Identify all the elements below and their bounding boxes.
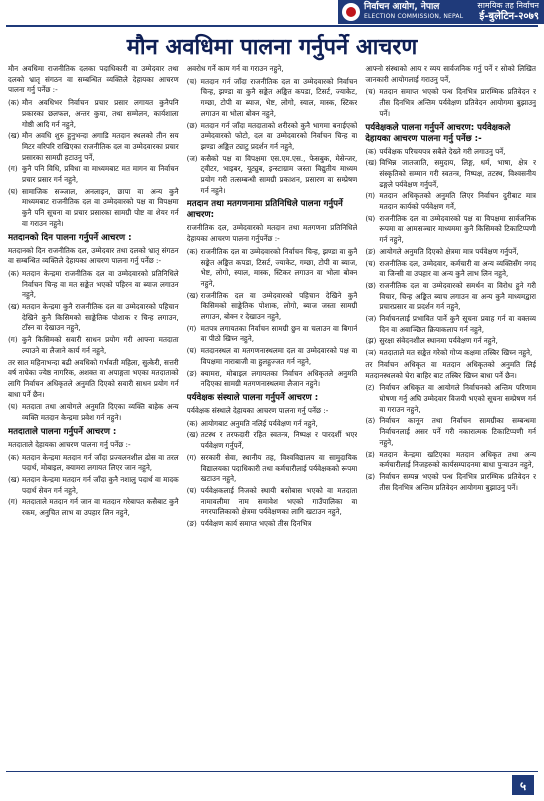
column-1 [8,64,179,764]
list-item-text: मतदान केन्द्रमा राजनीतिक दल वा उम्मेदवारको प्रतिनिधिले निर्वाचन चिन्ह वा मत सङ्केत भएको पहिरन वा ब्याज लगाउन नहुने, [22,268,179,300]
list-marker: (ख) [8,131,20,141]
list-marker: (ढ) [365,471,375,481]
page-title: मौन अवधिमा पालना गर्नुपर्ने आचरण [126,35,418,60]
list-item [187,430,358,451]
footer-divider [6,771,538,772]
bulletin-label [477,0,539,22]
brand-text [364,2,463,22]
list-marker: (ङ) [365,246,376,256]
list-item-text: मतदान केन्द्रमा मतदान गर्न जाँदा कुनै नशालु पदार्थ वा मादक पदार्थ सेवन गर्न नहुने, [22,474,179,495]
article-columns [8,64,536,764]
list-item [8,302,179,334]
list-marker: (क) [186,246,198,256]
list-item-text: राजनीतिक दल वा उम्मेदवारको पक्ष वा विपक्षमा सार्वजनिक रूपमा वा आमसञ्चार माध्यममा कुनै किसिमको टिकाटिप्पणी गर्न नहुने, [379,213,537,245]
list-marker: (ग) [365,191,375,201]
list-item-text: राजनीतिक दल वा उम्मेदवारको समर्थन वा विरोध हुने गरी विचार, चिन्ह अङ्कित ब्याच लगाउन वा अन्य कुनै माध्यमद्वारा प्रचारप्रसार वा प्रदर्शन गर्न नहुने, [379,280,537,312]
list-item [365,259,536,280]
list-item-text: मतदाताले मत सङ्केत गरेको गोप्य कक्षमा तस्बिर खिच्न नहुने, [379,348,533,358]
list-item-text: मौन अवधि शुरु हुनुभन्दा अगाडि मतदान स्थलको तीन सय मिटर वरिपरि राखिएका राजनीतिक दल वा उम्मेदवारका प्रचार प्रसारका सामग्री हटाउनु पर्ने, [22,131,179,162]
list-item [187,77,358,120]
section-heading: मतदाताले पालना गर्नुपर्ने आचरण : [8,426,117,437]
list-marker: (ङ) [186,519,197,529]
paragraph: मौन अवधिमा राजनीतिक दलका पदाधिकारी वा उम्मेदवार तथा दलको भ्रातृ संगठन वा सम्बन्धित व्यक्तिले देहायका आचरण पालना गर्नु पर्नेछ :- [8,64,179,95]
list-marker: (ख) [186,430,199,440]
list-item-text: पर्यवेक्षण कार्य समाप्त भएको तीस दिनभित्र [200,519,312,529]
section-heading: पर्यवेक्षकले पालना गर्नुपर्ने आचरण: पर्यवेक्षकले देहायका आचरण पालना गर्नु पर्नेछ :- [365,122,511,144]
list-item-text: कुनै पनि विधि, प्रविधा वा माध्यमबाट मत मागन वा निर्वाचन प्रचार प्रसार गर्न नहुने, [22,164,179,185]
list-marker: (घ) [8,402,18,412]
list-marker: (ख) [8,474,20,484]
list-item [365,416,536,448]
list-item [365,450,536,471]
list-marker: (ञ) [365,348,377,358]
bulletin-title: ई-बुलेटिन-२०७९ [479,11,539,22]
list-item-text: निर्वाचन अधिकृत वा आयोगले निर्वाचनको अन्तिम परिणाम घोषणा गर्नु अघि उम्मेदवार विजयी भएको सूचना सम्प्रेषण गर्न वा गराउन नहुने, [379,383,537,414]
list-marker: (ड) [365,449,375,459]
list-marker: (ग) [186,323,197,333]
list-item [365,336,536,347]
paragraph: तर निर्वाचन अधिकृत वा मतदान अधिकृतको अनुमति लिई मतदानस्थलको घेरा बाहिर बाट तस्बिर खिच्न बाधा पर्ने छैन। [365,359,537,380]
list-item [187,247,358,290]
list-item-text: क्यामरा, मोबाइल लगायतका निर्वाचन अधिकृतले अनुमति नदिएका सामग्री मतगणनास्थलमा लैजान नहुने। [200,368,358,389]
page-number: ५ [512,775,534,795]
list-marker: (ट) [365,383,375,393]
paragraph: राजनीतिक दल, उम्मेदवारको मतदान तथा मतगणना प्रतिनिधिले देहायका आचरण पालना गर्नुपर्नेछ :- [186,223,358,244]
list-item [365,87,536,119]
list-item-text: मतदान केन्द्रमा मतदान गर्न जाँदा प्रज्वलनशील ढोस वा तरल पदार्थ, मोबाइल, क्यामरा लगायत लिएर जान नहुने, [22,452,179,473]
list-item [187,324,358,345]
bulletin-subtitle: सामयिक तह निर्वाचन [477,1,539,10]
list-marker: (घ) [186,485,197,495]
list-item-text: मतदान गर्न जाँदा मतदाताको शरीरको कुनै भागमा बनाईएको उम्मेदवारको फोटो, दल वा उम्मेदवारको निर्वाचन चिन्ह वा झण्डा अङ्कित ट्याटु प्रदर्शन गर्न नहुने, [200,120,358,151]
header-divider [6,25,538,27]
list-marker: (ज) [186,153,198,163]
list-marker: (ग) [8,497,18,507]
list-item-text: सुरक्षा संवेदनशील स्थानमा पर्यवेक्षण गर्न नहुने, [379,336,498,346]
paragraph: अवरोध गर्ने काम गर्न वा गराउन नहुने, [186,64,284,73]
paragraph: मतदानको दिन राजनीतिक दल, उम्मेदवार तथा दलको भ्रातृ संगठन वा सम्बन्धित व्यक्तिले देहायका आचरण पालना गर्नु पर्नेछ :- [8,245,179,266]
list-item-text: विभिन्न जातजाति, समुदाय, लिङ्ग, धर्म, भाषा, क्षेत्र र संस्कृतिको सम्मान गरी स्वतन्त्र, निष्पक्ष, तटस्थ, विश्वसनीय ढङ्गले पर्यवेक्षण गर्नुपर्ने, [379,158,537,189]
list-item [187,291,358,323]
list-item [365,281,536,313]
list-marker: (ग) [8,164,18,174]
column-3 [365,64,536,764]
list-item-text: आयोगले अनुमति दिएको क्षेत्रमा मात्र पर्यवेक्षण गर्नुपर्ने, [379,246,519,256]
list-item [365,314,536,335]
header-bar [0,0,544,24]
list-item [365,158,536,190]
list-item [187,154,358,197]
list-marker: (घ) [186,346,197,356]
paragraph: मतदाताले देहायका आचरण पालना गर्नु पर्नेछ :- [8,439,131,449]
list-marker: (च) [365,87,376,97]
list-marker: (घ) [8,186,18,196]
list-item-text: आयोगबाट अनुमति नलिई पर्यवेक्षण गर्न नहुने, [200,418,318,428]
list-item-text: राजनीतिक दल, उम्मेदवार, कर्मचारी वा अन्य व्यक्तिसँग नगद वा जिन्सी वा उपहार वा अन्य कुनै लाभ लिन नहुने, [379,258,537,279]
list-item-text: निर्वाचनलाई प्रभावित पार्ने कुनै सूचना प्रवाह गर्न वा वक्तव्य दिन वा अवाञ्छित क्रियाकलाप गर्न नहुने, [379,314,537,334]
list-marker: (च) [186,76,197,86]
list-item-text: मतपत्र लगायतका निर्वाचन सामग्री छुन वा चलाउन वा बिगार्न वा पीठो खिच्न नहुने, [200,323,358,344]
list-marker: (ठ) [365,416,376,426]
brand-name-nepali: निर्वाचन आयोग, नेपाल [364,2,440,12]
list-item [8,269,179,301]
list-marker: (क) [8,268,20,278]
list-marker: (क) [8,98,20,108]
list-item-text: कसैको पक्ष वा विपक्षमा एस.एम.एस., फेसबुक, मेसेन्जर, ट्वीटर, भाइबर, यूट्युब, इन्स्टाग्राम जस्ता विद्युतीय माध्यम प्रयोग गरी तत्सम्बन्धी सामग्री प्रकाशन, प्रसारण वा सम्प्रेषण गर्न नहुने। [200,153,358,195]
list-item [365,472,536,493]
list-item [8,475,179,496]
list-marker: (ग) [186,452,197,462]
section-heading: पर्यवेक्षक संस्थाले पालना गर्नुपर्ने आचरण : [186,392,319,403]
list-item [187,486,358,518]
list-item [365,383,536,415]
list-marker: (ख) [8,302,20,312]
list-item [8,98,179,130]
list-item [8,164,179,185]
list-item-text: कुनै किसिमको सवारी साधन प्रयोग गरी आफ्ना मतदाता ल्याउने वा लैजाने कार्य गर्न नहुने, [22,335,179,355]
section-heading: मतदान तथा मतगणनामा प्रतिनिधिले पालना गर्नुपर्ने आचरण: [186,199,343,221]
list-marker: (क) [365,146,377,156]
brand-banner [338,0,544,24]
list-item [187,419,358,430]
list-item [187,519,358,530]
list-item [8,453,179,474]
list-item [187,369,358,390]
list-marker: (घ) [365,213,376,223]
list-marker: (छ) [365,280,376,290]
list-item [187,121,358,153]
list-item [365,348,536,359]
list-marker: (छ) [186,120,198,130]
list-item-text: मतदाता तथा आयोगले अनुमति दिएका व्यक्ति बाहेक अन्य व्यक्ति मतदान केन्द्रमा प्रवेश गर्न नहुने। [22,402,179,423]
list-item [365,214,536,246]
list-item-text: तटस्थ र तरफदारी रहित स्वतन्त्र, निष्पक्ष र पारदर्शी भएर पर्यवेक्षण गर्नुपर्ने, [200,430,358,451]
list-marker: (ज) [365,314,377,324]
list-marker: (ख) [365,158,377,168]
list-item [8,187,179,230]
list-item [8,402,179,423]
list-item-text: निर्वाचन कानून तथा निर्वाचन सामग्रीका सम्बन्धमा निर्वाचनलाई असर पर्ने गरी नकारात्मक टिकाटिप्पणी गर्न नहुने, [379,416,537,447]
list-item-text: निर्वाचन सम्पन्न भएको पन्ध दिनभित्र प्रारम्भिक प्रतिवेदन र तीस दिनभित्र अन्तिम प्रतिवेदन आयोगमा बुझाउनु पर्ने। [379,471,537,492]
list-item [8,131,179,163]
paragraph: तर सात महिनाभन्दा बढी अवधिको गर्भवती महिला, सुत्केरी, सत्तरी वर्ष नाघेका ज्येष्ठ नागरिक, अशक्त वा अपाङ्गता भएका मतदाताको लागि निर्वाचन अधिकृतले अनुमति दिएको सवारी साधन प्रयोग गर्न बाधा पर्ने छैन। [8,357,179,399]
list-marker: (ख) [186,290,199,300]
list-item-text: मतदान गर्न जाँदा राजनीतिक दल वा उम्मेदवारको निर्वाचन चिन्ह, झण्डा वा कुनै सङ्केत अङ्कित कपडा, टिसर्ट, ज्याकेट, गम्छा, टोपी वा ब्याज, भेष्ट, लोगो, स्याल, मास्क, स्टिकर लगाउन वा भोला बोक्न नहुने, [200,76,358,118]
brand-name-english: ELECTION COMMISSION, NEPAL [364,13,464,20]
list-marker: (झ) [365,336,377,346]
list-item-text: मतदानस्थल वा मतगणनास्थलमा दल वा उम्मेदवारको पक्ष वा विपक्षमा नाराबाजी वा हुलहुज्जत गर्न नहुने, [200,346,358,366]
list-marker: (ग) [8,335,18,345]
section-heading: मतदानको दिन पालना गर्नुपर्ने आचरण : [8,232,132,243]
list-item [187,453,358,485]
list-item-text: मतदान केन्द्रमा खटिएका मतदान अधिकृत तथा अन्य कर्मचारीलाई निजहरुको कार्यसम्पादनमा बाधा पुऱ्याउन नहुने, [379,449,537,470]
list-item-text: मतदान केन्द्रमा कुनै राजनीतिक दल वा उम्मेदवारको पहिचान देखिने कुनै किसिमको साङ्केतिक पोशाक र चिन्ह लगाउन, टाँस्न वा देखाउन नहुने, [22,302,179,333]
list-item [8,497,179,518]
paragraph: पर्यवेक्षक संस्थाले देहायका आचरण पालना गर्नु पर्नेछ :- [186,405,329,415]
paragraph: आफ्नो संस्थाको आय र व्यय सार्वजनिक गर्नु पर्ने र सोको लिखित जानकारी आयोगलाई गराउनु पर्ने, [365,64,537,84]
list-item-text: राजनीतिक दल वा उम्मेदवारको निर्वाचन चिन्ह, झण्डा वा कुनै सङ्केत अङ्कित कपडा, टिसर्ट, ज्याकेट, गम्छा, टोपी वा ब्याज, भेष्ट, लोगो, स्याल, मास्क, स्टिकर लगाउन वा भोला बोक्न नहुने, [200,246,358,288]
list-item [365,191,536,212]
list-item-text: पर्यवेक्षकलाई निजको स्थायी बसोबास भएको वा मतदाता नामावलीमा नाम समावेश भएको गाउँपालिका वा नगरपालिकाको क्षेत्रमा पर्यवेक्षणका लागि खटाउन नहुने, [200,485,358,517]
column-2 [187,64,358,764]
list-item-text: राजनीतिक दल वा उम्मेदवारको पहिचान देखिने कुनै किसिमको साङ्केतिक पोशाक, लोगो, ब्याज जस्ता सामग्री लगाउन, बोक्न र देखाउन नहुने, [200,290,358,322]
list-marker: (क) [186,418,198,428]
list-item [365,147,536,158]
list-item-text: सामाजिक सञ्जाल, अनलाइन, छापा वा अन्य कुनै माध्यमबाट राजनीतिक दल वा उम्मेदवारको पक्ष वा विपक्षमा कुनै पनि सूचना वा प्रचार प्रसारका सामग्री पोष्ट वा शेयर गर्न वा गराउन नहुने। [22,186,179,228]
list-item-text: मतदान अधिकृतको अनुमति लिएर निर्वाचन दुरीबाट मात्र मतदान कार्यको पर्यवेक्षण गर्ने, [379,191,537,212]
list-item [8,335,179,356]
header-blank [0,0,340,24]
election-commission-logo-icon [342,3,360,21]
list-marker: (ङ) [186,368,197,378]
list-item [365,247,536,258]
list-item-text: मतदान समाप्त भएको पन्ध दिनभित्र प्रारम्भिक प्रतिवेदन र तीस दिनभित्र अन्तिम पर्यवेक्षण प्रतिवेदन आयोगमा बुझाउनु पर्ने। [379,87,537,118]
list-item-text: सरकारी सेवा, स्थानीय तह, विश्वविद्यालय वा सामुदायिक विद्यालयका पदाधिकारी तथा कर्मचारीलाई पर्यवेक्षकको रूपमा खटाउन नहुने, [200,452,358,484]
list-marker: (क) [8,452,20,462]
list-item-text: मौन अवधिभर निर्वाचन प्रचार प्रसार लगायत कुनैपनि प्रकारका छलफल, अन्तर कुया, तथा सम्मेलन, कार्यशाला गोष्ठी आदि गर्न नहुने, [22,98,179,129]
list-item-text: मतदाताले मतदान गर्न जान वा मतदान गरेबापत कसैबाट कुनै रकम, अनुचित लाभ वा उपहार लिन नहुने, [22,497,179,518]
list-item-text: पर्यवेक्षक परिचयपत्र सबैले देख्ने गरी लगाउनु पर्ने, [379,146,506,156]
list-item [187,346,358,367]
list-marker: (च) [365,258,376,268]
